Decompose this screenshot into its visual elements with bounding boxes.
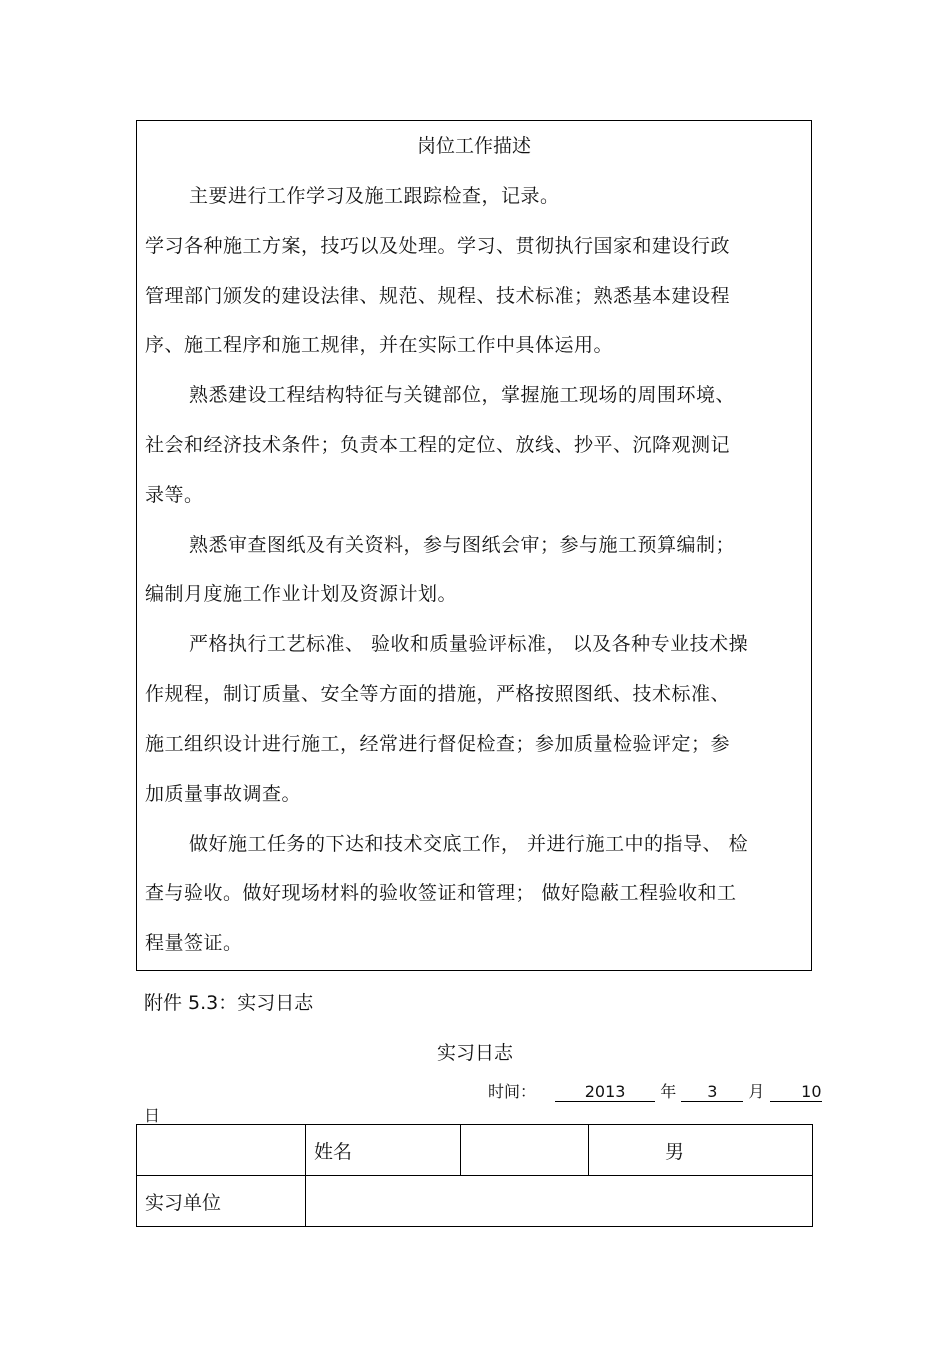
year-unit: 年	[660, 1082, 677, 1101]
desc-line: 社会和经济技术条件；负责本工程的定位、放线、抄平、沉降观测记	[145, 434, 731, 456]
desc-line: 作规程，制订质量、安全等方面的措施，严格按照图纸、技术标准、	[145, 683, 731, 705]
name-label-cell: 姓名	[306, 1125, 461, 1176]
year-value: 2013	[555, 1083, 655, 1102]
log-title: 实习日志	[436, 1042, 513, 1064]
desc-line: 查与验收。做好现场材料的验收签证和管理； 做好隐蔽工程验收和工	[145, 882, 737, 904]
unit-label-cell: 实习单位	[137, 1176, 306, 1227]
desc-line: 管理部门颁发的建设法律、规范、规程、技术标准；熟悉基本建设程	[145, 285, 731, 307]
month-value: 3	[681, 1083, 743, 1102]
desc-line: 编制月度施工作业计划及资源计划。	[145, 583, 458, 605]
day-value: 10	[770, 1083, 822, 1102]
desc-line: 主要进行工作学习及施工跟踪检查，记录。	[189, 185, 560, 207]
gender-value-cell: 男	[589, 1125, 813, 1176]
job-description-title: 岗位工作描述	[416, 135, 531, 157]
name-value-cell[interactable]	[461, 1125, 589, 1176]
day-unit: 日	[144, 1106, 161, 1125]
desc-line: 序、施工程序和施工规律，并在实际工作中具体运用。	[145, 334, 614, 356]
desc-line: 录等。	[145, 484, 204, 506]
desc-line: 加质量事故调查。	[145, 783, 302, 805]
desc-line: 熟悉建设工程结构特征与关键部位，掌握施工现场的周围环境、	[189, 384, 736, 406]
desc-line: 学习各种施工方案，技巧以及处理。学习、贯彻执行国家和建设行政	[145, 235, 731, 257]
attachment-label: 附件 5.3：实习日志	[144, 992, 314, 1014]
table-row	[137, 1176, 813, 1227]
empty-cell	[137, 1125, 306, 1176]
time-label: 时间：	[488, 1082, 537, 1101]
unit-value-cell[interactable]	[306, 1176, 813, 1227]
month-unit: 月	[748, 1082, 765, 1101]
desc-line: 做好施工任务的下达和技术交底工作， 并进行施工中的指导、 检	[189, 833, 749, 855]
table-row	[137, 1125, 813, 1176]
desc-line: 程量签证。	[145, 932, 243, 954]
desc-line: 熟悉审查图纸及有关资料，参与图纸会审；参与施工预算编制；	[189, 534, 736, 556]
desc-line: 施工组织设计进行施工，经常进行督促检查；参加质量检验评定；参	[145, 733, 731, 755]
job-description-box	[136, 120, 812, 971]
date-row	[488, 1079, 822, 1102]
log-info-table	[136, 1124, 813, 1227]
desc-line: 严格执行工艺标准、 验收和质量验评标准， 以及各种专业技术操	[189, 633, 749, 655]
